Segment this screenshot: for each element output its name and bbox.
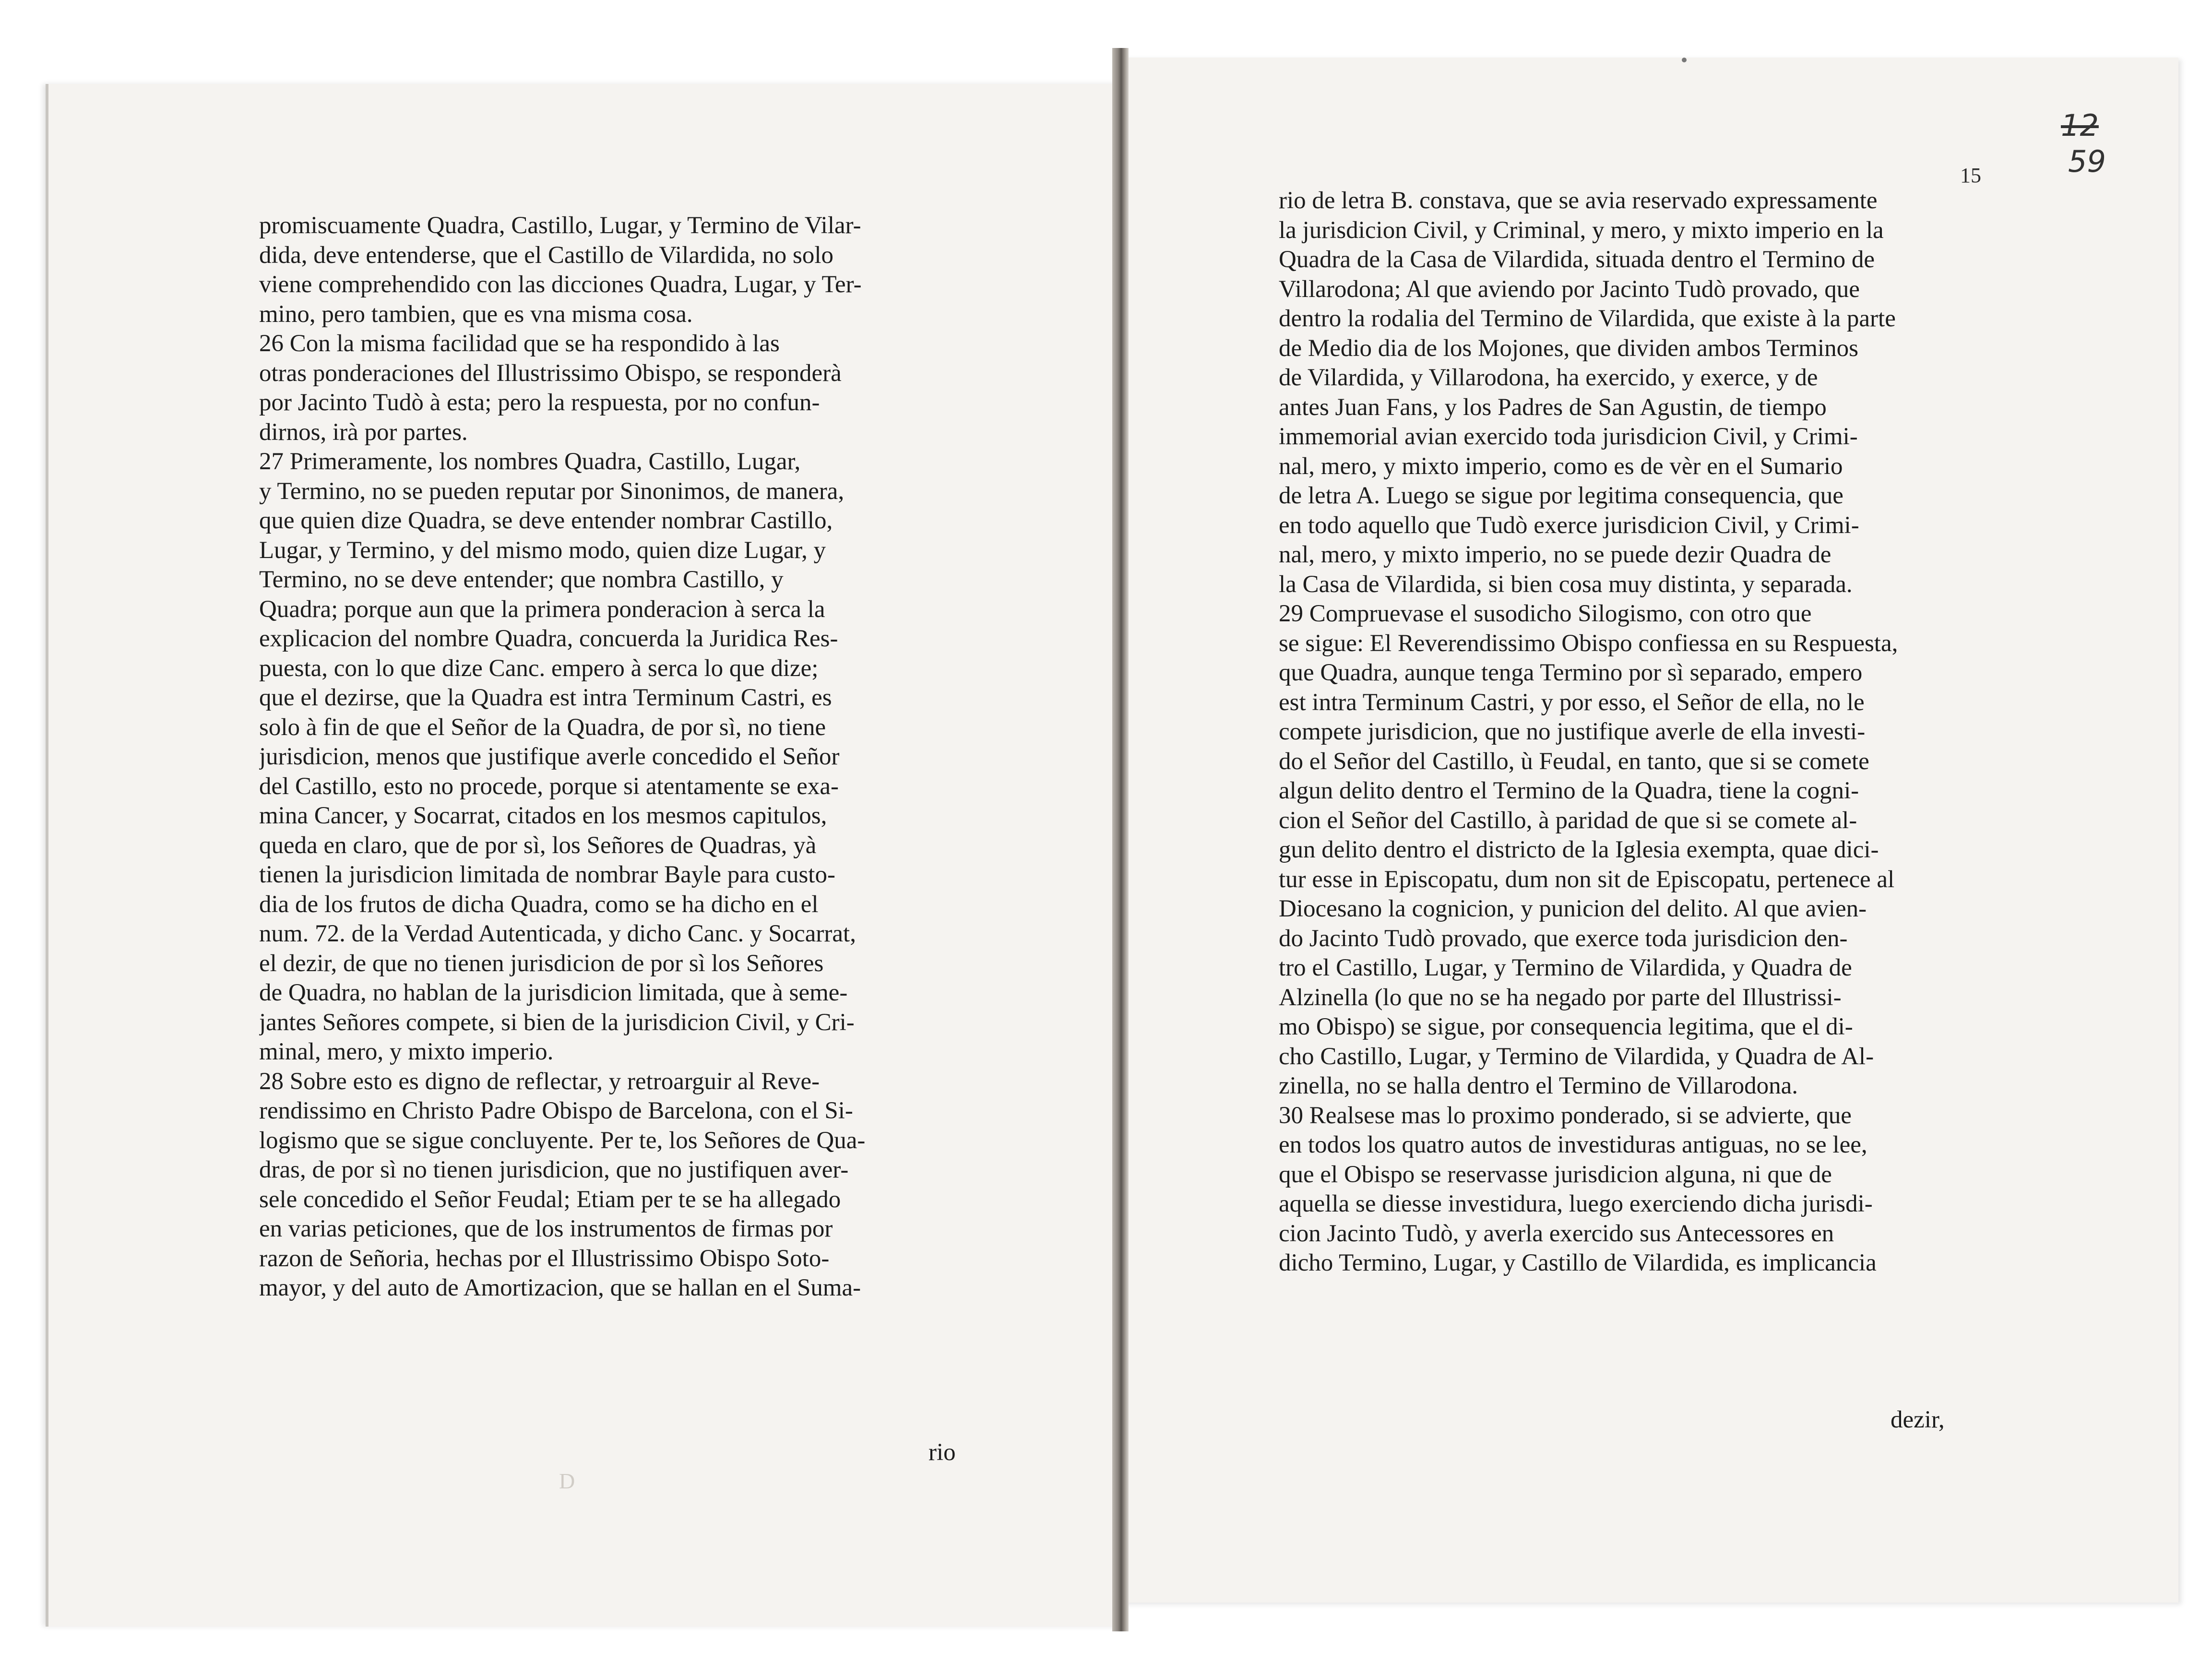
text-line: que Quadra, aunque tenga Termino por sì separado, empero: [1279, 659, 1863, 686]
text-line: 30 Realsese mas lo proximo ponderado, si se advierte, que: [1279, 1102, 1852, 1129]
text-line: el dezir, de que no tienen jurisdicion de por sì los Señores: [259, 950, 824, 977]
text-line: dida, deve entenderse, que el Castillo de Vilardida, no solo: [259, 241, 834, 269]
text-line: algun delito dentro el Termino de la Quadra, tiene la cogni-: [1279, 777, 1859, 804]
text-line: razon de Señoria, hechas por el Illustrissimo Obispo Soto-: [259, 1245, 830, 1272]
text-line: est intra Terminum Castri, y por esso, el Señor de ella, no le: [1279, 689, 1865, 716]
text-line: promiscuamente Quadra, Castillo, Lugar, y Termino de Vilar-: [259, 212, 861, 239]
text-line: dicho Termino, Lugar, y Castillo de Vilardida, es implicancia: [1279, 1249, 1877, 1276]
text-line: Termino, no se deve entender; que nombra Castillo, y: [259, 566, 784, 593]
text-line: por Jacinto Tudò à esta; pero la respuesta, por no confun-: [259, 389, 820, 416]
text-line: del Castillo, esto no procede, porque si atentamente se exa-: [259, 773, 839, 800]
text-line: otras ponderaciones del Illustrissimo Obispo, se responderà: [259, 359, 842, 387]
text-line: sele concedido el Señor Feudal; Etiam per te se ha allegado: [259, 1186, 841, 1213]
text-line: gun delito dentro el districto de la Iglesia exempta, quae dici-: [1279, 836, 1879, 863]
text-line: solo à fin de que el Señor de la Quadra, de por sì, no tiene: [259, 713, 826, 741]
text-line: dia de los frutos de dicha Quadra, como se ha dicho en el: [259, 891, 819, 918]
text-line: la jurisdicion Civil, y Criminal, y mero, y mixto imperio en la: [1279, 216, 1884, 244]
text-line: de Vilardida, y Villarodona, ha exercido, y exerce, y de: [1279, 364, 1818, 391]
text-line: immemorial avian exercido toda jurisdicion Civil, y Crimi-: [1279, 423, 1858, 450]
text-line: num. 72. de la Verdad Autenticada, y dicho Canc. y Socarrat,: [259, 920, 856, 947]
text-line: tur esse in Episcopatu, dum non sit de Episcopatu, pertenece al: [1279, 866, 1895, 893]
text-line: de Medio dia de los Mojones, que dividen ambos Terminos: [1279, 334, 1858, 362]
text-line: compete jurisdicion, que no justifique averle de ella investi-: [1279, 718, 1866, 745]
text-line: en varias peticiones, que de los instrumentos de firmas por: [259, 1215, 833, 1242]
text-line: cion Jacinto Tudò, y averla exercido sus Antecessores en: [1279, 1220, 1834, 1247]
text-line: tienen la jurisdicion limitada de nombrar Bayle para custo-: [259, 861, 835, 888]
text-line: dras, de por sì no tienen jurisdicion, que no justifiquen aver-: [259, 1156, 849, 1183]
folio-number: 59: [2068, 144, 2106, 179]
text-line: jurisdicion, menos que justifique averle concedido el Señor: [259, 743, 840, 770]
text-line: dirnos, irà por partes.: [259, 418, 468, 446]
text-line: do el Señor del Castillo, ù Feudal, en tanto, que si se comete: [1279, 748, 1869, 775]
text-line: mo Obispo) se sigue, por consequencia legitima, que el di-: [1279, 1013, 1853, 1040]
text-line: 27 Primeramente, los nombres Quadra, Castillo, Lugar,: [259, 448, 801, 475]
struck-folio-number: [2061, 108, 2099, 143]
text-line: dentro la rodalia del Termino de Vilardida, que existe à la parte: [1279, 305, 1896, 332]
text-line: explicacion del nombre Quadra, concuerda la Juridica Res-: [259, 625, 838, 652]
text-line: de Quadra, no hablan de la jurisdicion limitada, que à seme-: [259, 979, 848, 1006]
text-line: mayor, y del auto de Amortizacion, que se hallan en el Suma-: [259, 1274, 861, 1301]
text-line: jantes Señores compete, si bien de la jurisdicion Civil, y Cri-: [259, 1009, 855, 1036]
text-line: Lugar, y Termino, y del mismo modo, quien dize Lugar, y: [259, 536, 826, 564]
text-line: aquella se diesse investidura, luego exerciendo dicha jurisdi-: [1279, 1190, 1873, 1217]
faint-show-through-mark: D: [559, 1469, 575, 1493]
text-line: minal, mero, y mixto imperio.: [259, 1038, 554, 1065]
text-line: y Termino, no se pueden reputar por Sinonimos, de manera,: [259, 477, 844, 505]
right-catchword: dezir,: [1891, 1406, 1945, 1433]
text-line: en todos los quatro autos de investiduras antiguas, no se lee,: [1279, 1131, 1867, 1158]
text-line: antes Juan Fans, y los Padres de San Agustin, de tiempo: [1279, 393, 1827, 421]
right-page-text: [1279, 186, 2027, 1278]
text-line: rendissimo en Christo Padre Obispo de Barcelona, con el Si-: [259, 1097, 853, 1124]
text-line: 29 Compruevase el susodicho Silogismo, con otro que: [1279, 600, 1812, 627]
text-line: zinella, no se halla dentro el Termino de Villarodona.: [1279, 1072, 1798, 1099]
text-line: Alzinella (lo que no se ha negado por parte del Illustrissi-: [1279, 984, 1842, 1011]
text-line: mino, pero tambien, que es vna misma cosa.: [259, 300, 693, 328]
text-line: cion el Señor del Castillo, à paridad de que si se comete al-: [1279, 807, 1857, 834]
text-line: mina Cancer, y Socarrat, citados en los mesmos capitulos,: [259, 802, 827, 829]
text-line: nal, mero, y mixto imperio, no se puede dezir Quadra de: [1279, 541, 1831, 568]
text-line: nal, mero, y mixto imperio, como es de vèr en el Sumario: [1279, 452, 1843, 480]
text-line: en todo aquello que Tudò exerce jurisdicion Civil, y Crimi-: [1279, 511, 1859, 539]
struck-folio-text: 12: [2061, 108, 2099, 143]
text-line: Quadra de la Casa de Vilardida, situada dentro el Termino de: [1279, 246, 1875, 273]
text-line: se sigue: El Reverendissimo Obispo confiessa en su Respuesta,: [1279, 630, 1898, 657]
text-line: que quien dize Quadra, se deve entender nombrar Castillo,: [259, 507, 833, 534]
text-line: do Jacinto Tudò provado, que exerce toda jurisdicion den-: [1279, 925, 1848, 952]
text-line: 26 Con la misma facilidad que se ha respondido à las: [259, 330, 780, 357]
text-line: rio de letra B. constava, que se avia reservado expressamente: [1279, 187, 1878, 214]
text-line: viene comprehendido con las dicciones Quadra, Lugar, y Ter-: [259, 271, 862, 298]
text-line: logismo que se sigue concluyente. Per te, los Señores de Qua-: [259, 1127, 866, 1154]
text-line: Quadra; porque aun que la primera ponderacion à serca la: [259, 595, 825, 623]
text-line: cho Castillo, Lugar, y Termino de Vilardida, y Quadra de Al-: [1279, 1043, 1874, 1070]
text-line: tro el Castillo, Lugar, y Termino de Vilardida, y Quadra de: [1279, 954, 1852, 981]
text-line: que el dezirse, que la Quadra est intra Terminum Castri, es: [259, 684, 832, 711]
text-line: puesta, con lo que dize Canc. empero à serca lo que dize;: [259, 654, 819, 682]
text-line: 28 Sobre esto es digno de reflectar, y retroarguir al Reve-: [259, 1068, 820, 1095]
text-line: que el Obispo se reservasse jurisdicion alguna, ni que de: [1279, 1161, 1832, 1188]
text-line: Villarodona; Al que aviendo por Jacinto Tudò provado, que: [1279, 275, 1860, 303]
right-page-number: 15: [1960, 164, 1981, 187]
text-line: Diocesano la cognicion, y punicion del delito. Al que avien-: [1279, 895, 1867, 922]
left-page-text: [259, 211, 1000, 1303]
text-line: la Casa de Vilardida, si bien cosa muy distinta, y separada.: [1279, 571, 1853, 598]
book-gutter: [1112, 48, 1129, 1631]
text-line: queda en claro, que de por sì, los Señores de Quadras, yà: [259, 832, 817, 859]
text-line: de letra A. Luego se sigue por legitima consequencia, que: [1279, 482, 1843, 509]
left-catchword: rio: [928, 1439, 956, 1466]
ink-dot: [1682, 58, 1687, 62]
